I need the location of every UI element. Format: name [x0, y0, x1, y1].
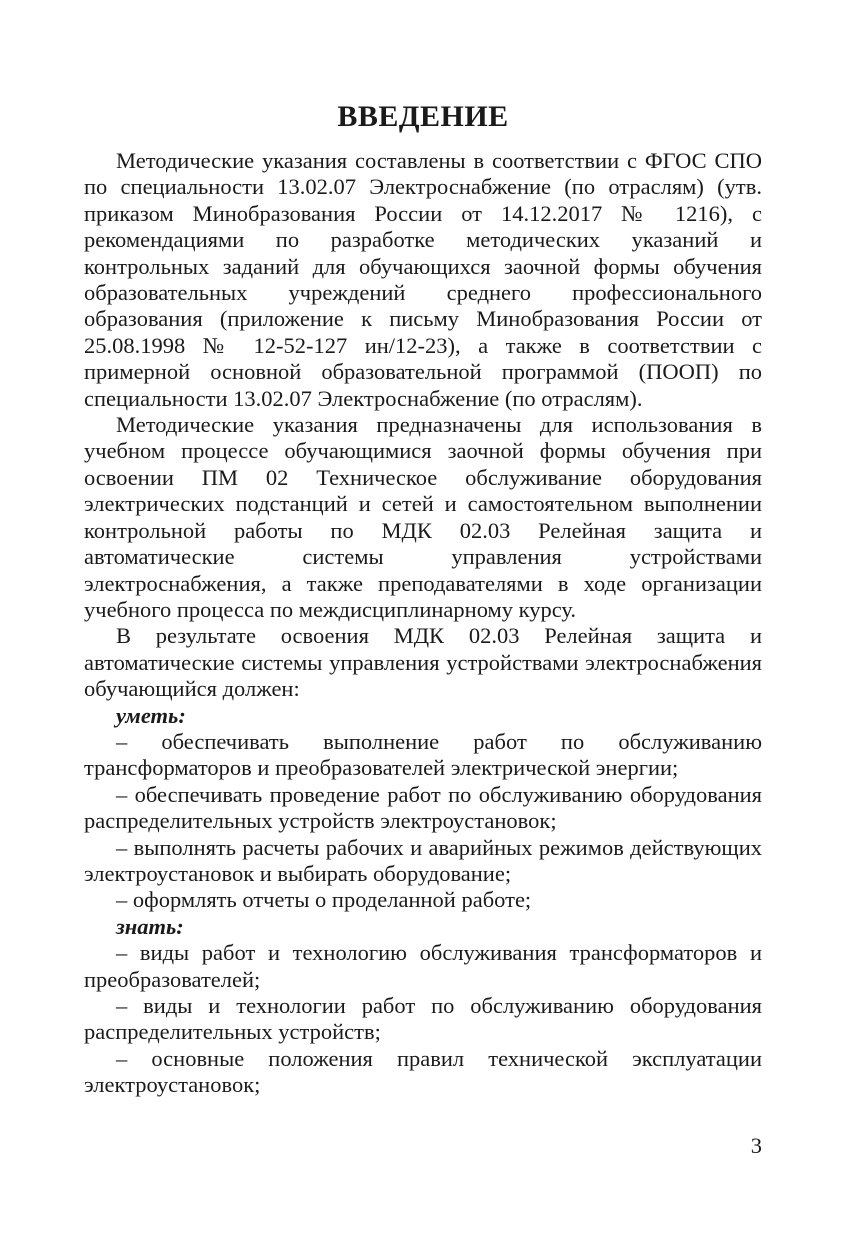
paragraph-intro: Методические указания составлены в соответствии с ФГОС СПО по специальности 13.02.07 Электроснабжение (по отраслям) (утв. приказом Минобразования России от 14.12.2017 № 1216), с рекомендациями по разработке методических указаний и контрольных заданий для обучающихся заочной формы обучения образовательных учреждений среднего профессионального образования (приложение к письму Минобразования России от 25.08.1998 № 12-52-127 ин/12-23), а также в соответствии с примерной основной образовательной программой (ПООП) по специальности 13.02.07 Электроснабжение (по отраслям). [84, 148, 762, 411]
page-number: 3 [750, 1133, 762, 1158]
paragraph-result: В результате освоения МДК 02.03 Релейная защита и автоматические системы управления устройствами электроснабжения обучающийся должен: [84, 623, 762, 702]
skill-item: – обеспечивать проведение работ по обслуживанию оборудования распределительных устройств электроустановок; [84, 781, 762, 834]
page-title: ВВЕДЕНИЕ [337, 100, 509, 133]
knowledge-heading: знать: [116, 913, 184, 939]
skill-item: – оформлять отчеты о проделанной работе; [116, 887, 532, 913]
skills-heading: уметь: [116, 702, 186, 728]
paragraph-purpose: Методические указания предназначены для использования в учебном процессе обучающимися заочной формы обучения при освоении ПМ 02 Техническое обслуживание оборудования электрических подстанций и сетей и самостоятельном выполнении контрольной работы по МДК 02.03 Релейная защита и автоматические системы управления устройствами электроснабжения, а также преподавателями в ходе организации учебного процесса по междисциплинарному курсу. [84, 412, 762, 622]
document-page [84, 0, 762, 1241]
knowledge-item: – виды работ и технологию обслуживания трансформаторов и преобразователей; [84, 940, 762, 992]
body-text [84, 148, 762, 1099]
knowledge-item: – виды и технологии работ по обслуживанию оборудования распределительных устройств; [84, 993, 762, 1045]
skill-item: – выполнять расчеты рабочих и аварийных режимов действующих электроустановок и выбирать оборудование; [84, 834, 762, 886]
skill-item: – обеспечивать выполнение работ по обслуживанию трансформаторов и преобразователей электрической энергии; [84, 728, 762, 781]
knowledge-item: – основные положения правил технической эксплуатации электроустановок; [84, 1045, 762, 1098]
